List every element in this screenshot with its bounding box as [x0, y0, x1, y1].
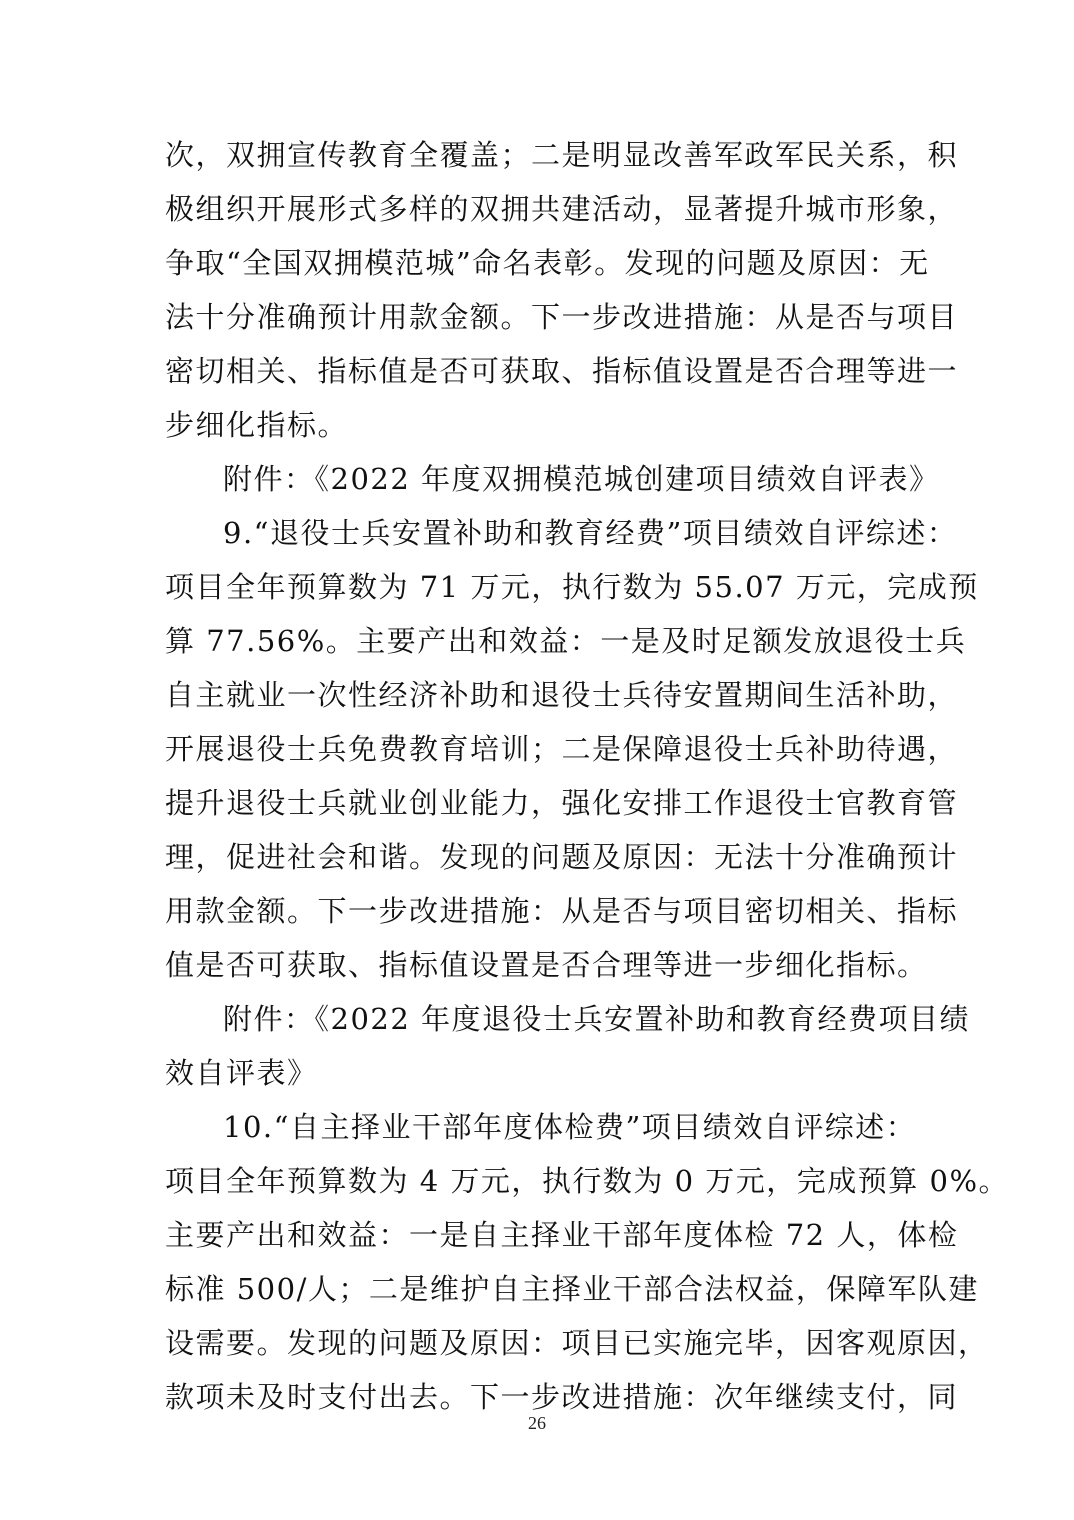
text-line: 款项未及时支付出去。下一步改进措施：次年继续支付，同 — [165, 1380, 959, 1414]
text-line: 效自评表》 — [165, 1056, 318, 1090]
text-line: 极组织开展形式多样的双拥共建活动，显著提升城市形象， — [165, 192, 959, 226]
text-line: 自主就业一次性经济补助和退役士兵待安置期间生活补助， — [165, 678, 959, 712]
text-line: 开展退役士兵免费教育培训；二是保障退役士兵补助待遇， — [165, 732, 959, 766]
text-line: 步细化指标。 — [165, 408, 349, 442]
text-line: 主要产出和效益：一是自主择业干部年度体检 72 人，体检 — [165, 1218, 959, 1252]
text-line: 标准 500/人；二是维护自主择业干部合法权益，保障军队建 — [165, 1272, 979, 1306]
section-heading-line: 10.“自主择业干部年度体检费”项目绩效自评综述： — [223, 1110, 917, 1144]
attachment-line: 附件：《2022 年度退役士兵安置补助和教育经费项目绩 — [223, 1002, 971, 1036]
text-line: 争取“全国双拥模范城”命名表彰。发现的问题及原因：无 — [165, 246, 930, 280]
text-line: 次，双拥宣传教育全覆盖；二是明显改善军政军民关系，积 — [165, 138, 959, 172]
text-line: 密切相关、指标值是否可获取、指标值设置是否合理等进一 — [165, 354, 959, 388]
text-line: 理，促进社会和谐。发现的问题及原因：无法十分准确预计 — [165, 840, 959, 874]
attachment-line: 附件：《2022 年度双拥模范城创建项目绩效自评表》 — [223, 462, 940, 496]
section-heading-line: 9.“退役士兵安置补助和教育经费”项目绩效自评综述： — [223, 516, 958, 550]
text-line: 法十分准确预计用款金额。下一步改进措施：从是否与项目 — [165, 300, 959, 334]
text-line: 设需要。发现的问题及原因：项目已实施完毕，因客观原因， — [165, 1326, 989, 1360]
text-line: 项目全年预算数为 4 万元，执行数为 0 万元，完成预算 0%。 — [165, 1164, 1010, 1198]
text-line: 项目全年预算数为 71 万元，执行数为 55.07 万元，完成预 — [165, 570, 979, 604]
text-line: 用款金额。下一步改进措施：从是否与项目密切相关、指标 — [165, 894, 959, 928]
text-line: 提升退役士兵就业创业能力，强化安排工作退役士官教育管 — [165, 786, 959, 820]
text-line: 值是否可获取、指标值设置是否合理等进一步细化指标。 — [165, 948, 928, 982]
text-line: 算 77.56%。主要产出和效益：一是及时足额发放退役士兵 — [165, 624, 967, 658]
page-number: 26 — [528, 1413, 546, 1433]
